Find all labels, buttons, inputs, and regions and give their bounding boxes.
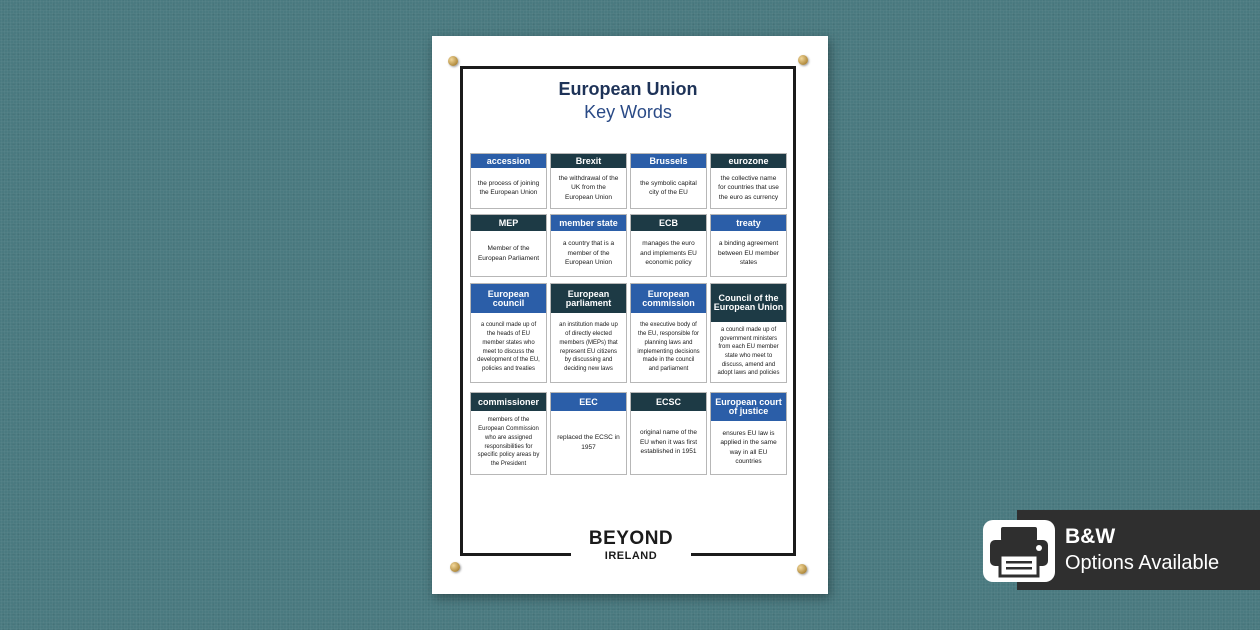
keyword-term: ECSC bbox=[631, 393, 706, 411]
keyword-card-european-council bbox=[470, 283, 547, 383]
keyword-card-member-state bbox=[550, 214, 627, 277]
keyword-term: ECB bbox=[631, 215, 706, 231]
keyword-card-ecsc bbox=[630, 392, 707, 475]
keyword-definition: the withdrawal of the UK from the European Union bbox=[558, 174, 619, 201]
keyword-definition: the executive body of the EU, responsible for planning laws and implementing decisions made in the council and parliament bbox=[637, 322, 700, 372]
keyword-definition: a country that is a member of the European Union bbox=[562, 240, 615, 267]
keyword-card-european-commission bbox=[630, 283, 707, 383]
keyword-term: Brussels bbox=[631, 154, 706, 168]
keyword-term: Brexit bbox=[551, 154, 626, 168]
logo-text-main: BEYOND bbox=[588, 528, 674, 549]
keyword-definition: the collective name for countries that use the euro as currency bbox=[718, 174, 779, 201]
keyword-definition: the process of joining the European Union bbox=[477, 179, 540, 196]
keyword-card-council-of-the-eu bbox=[710, 283, 787, 383]
keyword-card-treaty bbox=[710, 214, 787, 277]
keyword-term: treaty bbox=[711, 215, 786, 231]
keyword-definition: manages the euro and implements EU economic policy bbox=[640, 240, 697, 267]
keyword-card-eec bbox=[550, 392, 627, 475]
keyword-term: European commission bbox=[631, 284, 706, 313]
keyword-card-brexit bbox=[550, 153, 627, 209]
poster bbox=[432, 36, 828, 594]
keyword-card-mep bbox=[470, 214, 547, 277]
pin-icon bbox=[448, 56, 458, 66]
badge-title: B&W bbox=[1065, 525, 1116, 548]
keyword-term: Council of the European Union bbox=[711, 284, 786, 322]
keyword-definition: an institution made up of directly elected members (MEPs) that represent EU citizens by discussing and deciding new laws bbox=[559, 322, 618, 372]
keyword-card-eurozone bbox=[710, 153, 787, 209]
keyword-definition: members of the European Commission who are assigned responsibilities for specific policy areas by the President bbox=[477, 417, 540, 467]
poster-subtitle: Key Words bbox=[584, 102, 672, 122]
bw-options-badge[interactable] bbox=[1017, 510, 1260, 590]
keyword-definition: a council made up of the heads of EU member states who meet to discuss the development of the EU, policies and treaties bbox=[477, 322, 540, 372]
printer-icon bbox=[981, 518, 1057, 584]
keyword-card-court-of-justice bbox=[710, 392, 787, 475]
keyword-term: member state bbox=[551, 215, 626, 231]
keyword-term: European council bbox=[471, 284, 546, 313]
keyword-term: European parliament bbox=[551, 284, 626, 313]
keyword-definition: replaced the ECSC in 1957 bbox=[557, 434, 620, 451]
badge-subtitle: Options Available bbox=[1065, 552, 1220, 574]
keyword-card-ecb bbox=[630, 214, 707, 277]
poster-frame bbox=[460, 66, 796, 562]
keyword-term: EEC bbox=[551, 393, 626, 411]
pin-icon bbox=[798, 55, 808, 65]
keyword-term: accession bbox=[471, 154, 546, 168]
keyword-definition: a binding agreement between EU member states bbox=[717, 240, 780, 267]
keyword-definition: a council made up of government ministers from each EU member state who meet to discuss, amend and adopt laws and policies bbox=[717, 326, 780, 377]
keyword-term: MEP bbox=[471, 215, 546, 231]
keyword-definition: the symbolic capital city of the EU bbox=[640, 179, 697, 196]
logo-text-sub: IRELAND bbox=[604, 550, 658, 562]
keyword-definition: ensures EU law is applied in the same way in all EU countries bbox=[720, 429, 777, 465]
keyword-term: European court of justice bbox=[711, 393, 786, 421]
keyword-card-brussels bbox=[630, 153, 707, 209]
keyword-definition: Member of the European Parliament bbox=[477, 245, 540, 262]
keyword-card-commissioner bbox=[470, 392, 547, 475]
pin-icon bbox=[797, 564, 807, 574]
keyword-card-accession bbox=[470, 153, 547, 209]
keyword-card-european-parliament bbox=[550, 283, 627, 383]
pin-icon bbox=[450, 562, 460, 572]
keyword-term: eurozone bbox=[711, 154, 786, 168]
keyword-term: commissioner bbox=[471, 393, 546, 411]
keyword-definition: original name of the EU when it was first established in 1951 bbox=[639, 429, 698, 456]
poster-title: European Union bbox=[558, 79, 698, 99]
beyond-logo bbox=[571, 529, 691, 567]
